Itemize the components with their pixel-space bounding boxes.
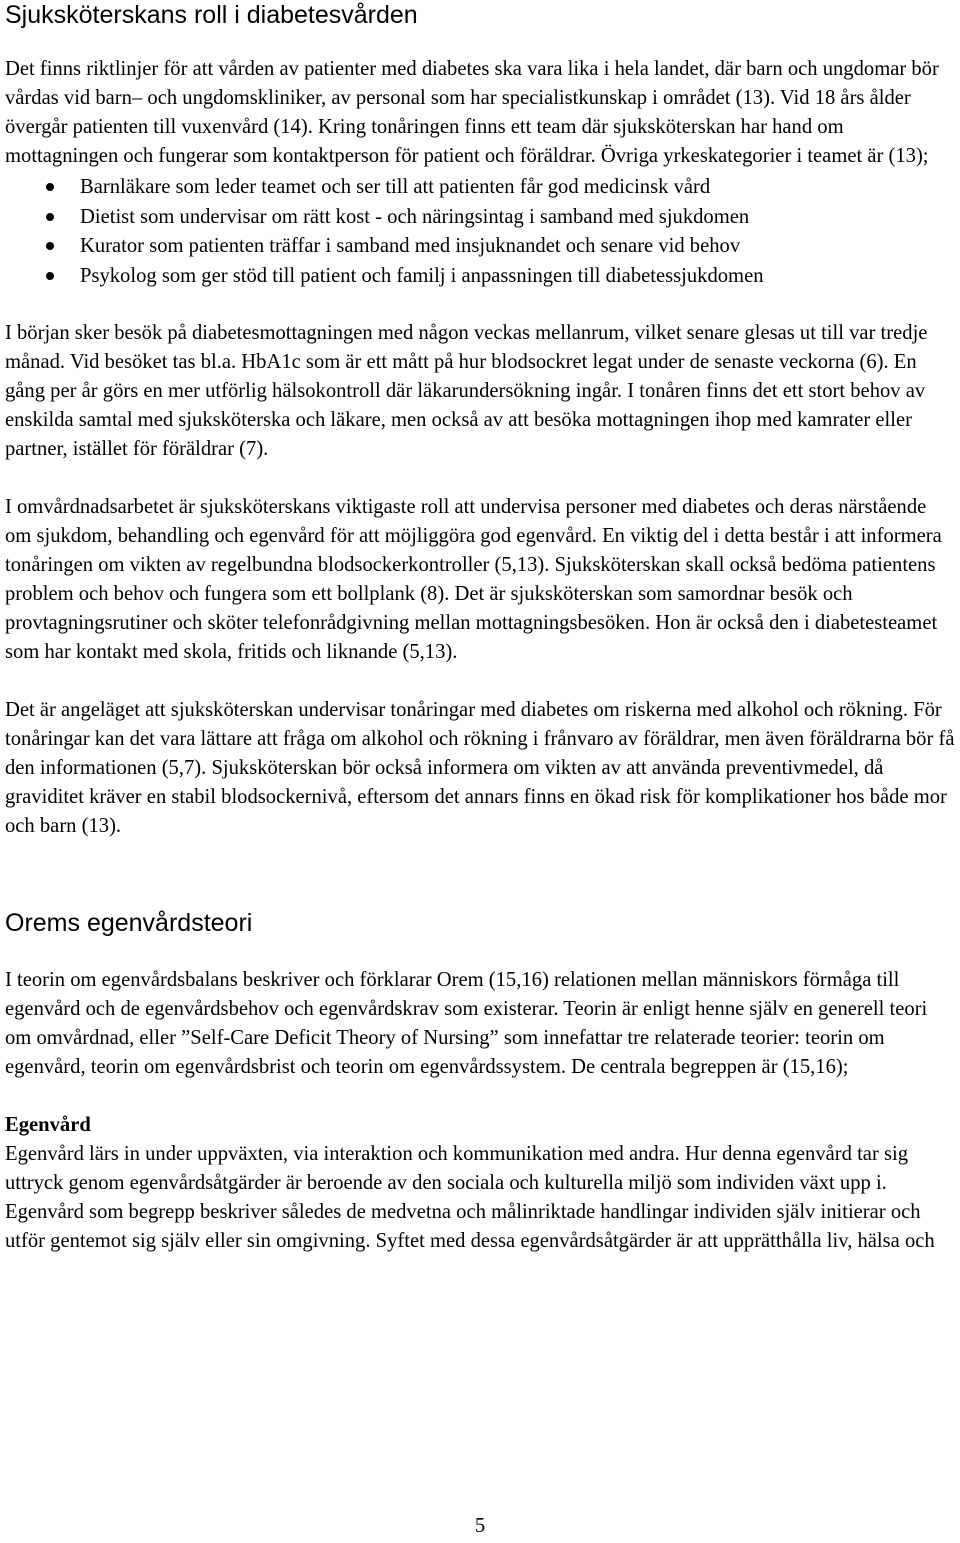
list-item-text: Kurator som patienten träffar i samband med insjuknandet och senare vid behov: [80, 235, 741, 257]
bullet-icon: [46, 213, 54, 221]
document-page: [5, 0, 955, 1256]
list-item: [5, 232, 955, 262]
list-item-text: Psykolog som ger stöd till patient och familj i anpassningen till diabetessjukdomen: [80, 264, 764, 287]
list-item-text: Barnläkare som leder teamet och ser till att patienten får god medicinsk vård: [80, 176, 711, 198]
section-heading-orem: Orems egenvårdsteori: [5, 909, 253, 937]
list-item-text: Dietist som undervisar om rätt kost - och näringsintag i samband med sjukdomen: [80, 205, 750, 228]
alcohol-smoking-paragraph: Det är angeläget att sjuksköterskan undervisar tonåringar med diabetes om riskerna med alkohol och rökning. För tonåringar kan det vara lättare att fråga om alkohol och rökning i frånvaro av föräldrar, men även föräldrarna bör få den informationen (5,7). Sjuksköterskan bör också informera om vikten av att använda preventivmedel, då graviditet kräver en stabil blodsockernivå, eftersom det annars finns en ökad risk för komplikationer hos både mor och barn (13).: [5, 699, 955, 837]
team-roles-list: [5, 173, 955, 291]
nursing-role-paragraph: I omvårdnadsarbetet är sjuksköterskans viktigaste roll att undervisa personer med diabetes och deras närstående om sjukdom, behandling och egenvård för att möjliggöra god egenvård. En viktig del i detta består i att informera tonåringen om vikten av regelbundna blodsockerkontroller (5,13). Sjuksköterskan skall också bedöma patientens problem och behov och fungera som ett bollplank (8). Det är sjuksköterskan som samordnar besök och provtagningsrutiner och sköter telefonrådgivning mellan mottagningsbesöken. Hon är också den i diabetesteamet som har kontakt med skola, fritids och liknande (5,13).: [5, 496, 942, 663]
orem-theory-paragraph: I teorin om egenvårdsbalans beskriver och förklarar Orem (15,16) relationen mellan människors förmåga till egenvård och de egenvårdsbehov och egenvårdskrav som existerar. Teorin är enligt henne själv en generell teori om omvårdnad, eller ”Self-Care Deficit Theory of Nursing” som innefattar tre relaterade teorier: teorin om egenvård, teorin om egenvårdsbrist och teorin om egenvårdssystem. De centrala begreppen är (15,16);: [5, 969, 928, 1078]
list-item: [5, 262, 955, 292]
bullet-icon: [46, 272, 54, 280]
list-item: [5, 173, 955, 203]
list-item: [5, 203, 955, 233]
egenvard-paragraph: Egenvård lärs in under uppväxten, via interaktion och kommunikation med andra. Hur denna egenvård tar sig uttryck genom egenvårdsåtgärder är beroende av den sociala och kulturella miljö som individen växt upp i. Egenvård som begrepp beskriver således de medvetna och målinriktade handlingar individen själv initierar och utför gentemot sig själv eller sin omgivning. Syftet med dessa egenvårdsåtgärder är att upprätthålla liv, hälsa och: [5, 1143, 935, 1252]
visits-paragraph: I början sker besök på diabetesmottagningen med någon veckas mellanrum, vilket senare glesas ut till var tredje månad. Vid besöket tas bl.a. HbA1c som är ett mått på hur blodsockret legat under de senaste veckorna (6). En gång per år görs en mer utförlig hälsokontroll där läkarundersökning ingår. I tonåren finns det ett stort behov av enskilda samtal med sjuksköterska och läkare, men också av att besöka mottagningen ihop med kamrater eller partner, istället för föräldrar (7).: [5, 322, 928, 460]
bullet-icon: [46, 242, 54, 250]
bullet-icon: [46, 183, 54, 191]
intro-paragraph: Det finns riktlinjer för att vården av patienter med diabetes ska vara lika i hela landet, där barn och ungdomar bör vårdas vid barn– och ungdomskliniker, av personal som har specialistkunskap i området (13). Vid 18 års ålder övergår patienten till vuxenvård (14). Kring tonåringen finns ett team där sjuksköterskan har hand om mottagningen och fungerar som kontaktperson för patient och föräldrar. Övriga yrkeskategorier i teamet är (13);: [5, 58, 939, 167]
subheading-egenvard: Egenvård: [5, 1114, 91, 1136]
page-number: 5: [474, 1515, 486, 1537]
section-heading-nurse-role: Sjuksköterskans roll i diabetesvården: [5, 1, 418, 29]
